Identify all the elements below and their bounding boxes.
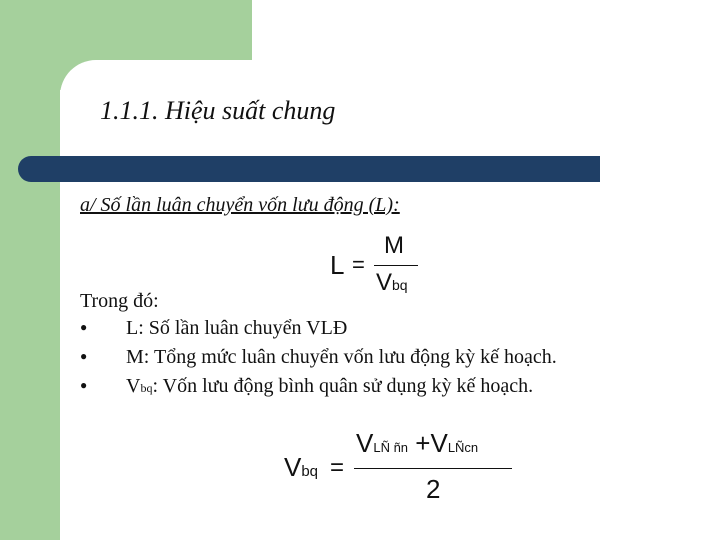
definition-item bbox=[80, 373, 557, 402]
definition-term: L bbox=[126, 317, 139, 339]
formula-vbq-num-b-sub: LÑcn bbox=[447, 440, 479, 455]
definition-term-sub: bq bbox=[140, 381, 153, 395]
definition-text: : Tổng mức luân chuyển vốn lưu động kỳ kế hoạch. bbox=[143, 346, 557, 368]
formula-l-fraction-line bbox=[374, 265, 418, 266]
definition-item bbox=[80, 344, 557, 373]
bullet-icon: ● bbox=[80, 320, 88, 334]
slide-title: 1.1.1. Hiệu suất chung bbox=[100, 96, 336, 125]
formula-vbq-lhs bbox=[284, 452, 318, 483]
title-divider-bar bbox=[18, 156, 600, 182]
formula-l-equals: = bbox=[352, 252, 365, 277]
formula-l-denominator-sub: bq bbox=[392, 277, 408, 293]
definition-text: : Vốn lưu động bình quân sử dụng kỳ kế hoạch. bbox=[152, 375, 534, 397]
background-green-left bbox=[0, 0, 60, 540]
formula-vbq-num-a-sub: LÑ ñn bbox=[373, 440, 409, 455]
formula-vbq-equals: = bbox=[330, 454, 345, 481]
formula-vbq-plus: + bbox=[415, 428, 431, 458]
formula-l-numerator: M bbox=[384, 232, 404, 259]
definition-term: M bbox=[126, 346, 144, 368]
definitions-block bbox=[80, 288, 557, 402]
bullet-icon: ● bbox=[80, 378, 88, 392]
formula-vbq-fraction-line bbox=[354, 468, 512, 469]
definition-item bbox=[80, 315, 557, 344]
bullet-icon: ● bbox=[80, 349, 88, 363]
formula-l-denominator-main: V bbox=[376, 269, 393, 296]
formula-vbq-num-a-main: V bbox=[356, 428, 374, 458]
definition-term: V bbox=[126, 375, 141, 397]
definition-text: : Số lần luân chuyển VLĐ bbox=[138, 317, 348, 339]
section-subtitle: a/ Số lần luân chuyển vốn lưu động (L): bbox=[80, 194, 400, 216]
formula-vbq bbox=[284, 428, 520, 508]
formula-vbq-lhs-sub: bq bbox=[301, 463, 319, 480]
formula-vbq-lhs-main: V bbox=[284, 452, 302, 482]
definitions-intro: Trong đó: bbox=[80, 290, 159, 312]
formula-vbq-num-b-main: V bbox=[430, 428, 448, 458]
formula-vbq-denominator: 2 bbox=[426, 474, 441, 504]
formula-l-lhs: L bbox=[330, 250, 345, 280]
formula-vbq-numerator bbox=[356, 428, 478, 459]
